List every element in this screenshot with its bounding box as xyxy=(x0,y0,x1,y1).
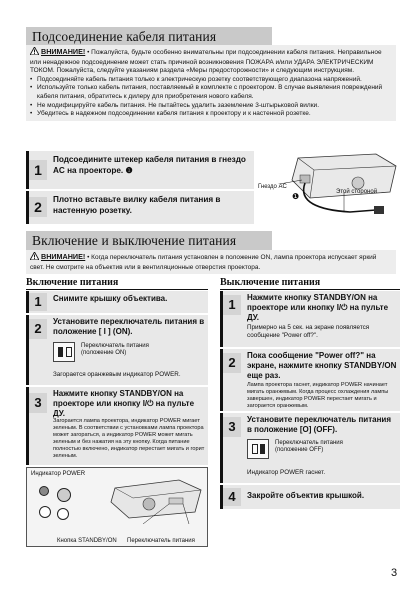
on-step-1 xyxy=(26,291,208,313)
power-on-title: Включение питания xyxy=(26,277,119,288)
page-number: 3 xyxy=(391,567,398,579)
power-switch-on-icon xyxy=(53,342,75,362)
power-off-rule xyxy=(220,289,400,290)
off-step-1 xyxy=(220,291,400,347)
warning-label: ВНИМАНИЕ! xyxy=(41,47,86,56)
ac-inlet-label: Гнездо AC xyxy=(258,184,287,190)
warning-bullet: • Убедитесь в надежном подсоединении кабеля питания к проектору и к настенной розетке. xyxy=(30,110,392,119)
warning-triangle-icon xyxy=(30,47,39,59)
warning-bullet: • Подсоединяйте кабель питания только к электрическую розетку соответствующего диапазона напряжений. xyxy=(30,76,392,85)
step-number: 1 xyxy=(223,295,241,315)
step-note: Примерно на 5 сек. на экране появляется сообщение "Power off?". xyxy=(247,324,370,339)
step-text: Нажмите кнопку STANDBY/ON на проекторе или кнопку I/⏻ на пульте ДУ. xyxy=(247,293,389,322)
step-text: Закройте объектив крышкой. xyxy=(247,491,365,500)
power-indicator-icon xyxy=(39,486,49,496)
step-text: Пока сообщение "Power off?" на экране, нажмите кнопку STANDBY/ON еще раз. xyxy=(247,351,397,380)
standby-button-label: Кнопка STANDBY/ON xyxy=(57,538,117,544)
warning-box-lamp xyxy=(26,250,396,274)
standby-button-icon[interactable] xyxy=(57,488,71,502)
power-indicator-label: Индикатор POWER xyxy=(31,471,86,477)
off-step-2 xyxy=(220,349,400,411)
step-note: Индикатор POWER гаснет. xyxy=(247,469,326,476)
step-text: Установите переключатель питания в положение [O] (OFF). xyxy=(247,415,391,434)
step-number: 3 xyxy=(29,393,47,413)
step-text: Установите переключатель питания в положение [ I ] (ON). xyxy=(53,317,205,336)
off-step-4 xyxy=(220,485,400,509)
step-note: Лампа проектора гаснет, индикатор POWER начинает мигать оранжевым. Когда процесс охлаждения лампы завершен, индикатор POWER перестает мигать и загорается оранжевым. xyxy=(247,382,389,409)
projector-icon xyxy=(109,474,205,524)
switch-off-caption: Переключатель питания (положение OFF) xyxy=(275,440,343,453)
step-note: Загорается оранжевым индикатор POWER. xyxy=(53,371,181,378)
step-number: 3 xyxy=(223,417,241,437)
step-note: Загорается лампа проектора, индикатор POWER мигает зеленым. В соответствии с установками лампа проектора может загораться, а индикатор POWER может мигать зеленым и без нажатия на эту кнопку. Когда питание полностью включено, индикатор перестает мигать и горит зеленым. xyxy=(53,418,205,459)
step-text: Нажмите кнопку STANDBY/ON на проекторе или кнопку I/⏻ на пульте ДУ. xyxy=(53,389,195,418)
cable-step-2 xyxy=(26,191,254,224)
step-text: Снимите крышку объектива. xyxy=(53,294,168,303)
on-step-2 xyxy=(26,315,208,385)
step-number: 2 xyxy=(223,353,241,373)
off-step-3 xyxy=(220,413,400,483)
step-number: 2 xyxy=(29,319,47,339)
section-title-power-on-off: Включение и выключение питания xyxy=(26,231,272,251)
on-step-3 xyxy=(26,387,208,465)
warning-bullet: • Не модифицируйте кабель питания. Не пытайтесь удалить заземление 3-штырьковой вилки. xyxy=(30,102,392,111)
power-on-rule xyxy=(26,289,208,290)
warning-box-cable xyxy=(26,45,396,121)
section-title-power-cable: Подсоединение кабеля питания xyxy=(26,27,272,47)
step-number: 1 xyxy=(29,293,47,311)
step-text: Плотно вставьте вилку кабеля питания в настенную розетку. xyxy=(53,195,221,215)
step-text: Подсоедините штекер кабеля питания в гнездо AC на проекторе. ❶ xyxy=(53,155,246,175)
cable-end-label: Этой стороной xyxy=(336,189,378,195)
step-number: 1 xyxy=(29,160,47,180)
step-marker-icon: ❶ xyxy=(125,165,133,175)
step-number: 2 xyxy=(29,197,47,217)
cable-step-1 xyxy=(26,151,254,189)
switch-on-caption: Переключатель питания (положение ON) xyxy=(81,343,149,356)
projector-cable-illustration xyxy=(258,150,403,220)
step-number: 4 xyxy=(223,488,241,506)
warning-bullet: • Используйте только кабель питания, поставляемый в комплекте с проектором. В случае выявления повреждений кабеля питания, обратитесь к дилеру для приобретения нового кабеля. xyxy=(30,84,392,101)
warning-text: • Пожалуйста, будьте особенно внимательны при подсоединении кабеля питания. Неправильное или ненадежное подсоединение может стать причиной возникновения ПОЖАРА и/или УДАРА ЭЛЕКТРИЧЕСКИМ ТОКОМ. Пожалуйста, следуйте указаниям раздела «Меры предосторожности» и следующим инструкциям. xyxy=(30,49,382,75)
standby-button-illustration xyxy=(26,467,208,547)
power-switch-label: Переключатель питания xyxy=(127,538,195,544)
power-off-title: Выключение питания xyxy=(220,277,321,288)
button-circle-icon xyxy=(39,506,51,518)
warning-text: • Когда переключатель питания установлен в положение ON, лампа проектора испускает яркий свет. Не смотрите на объектив или в вентиляционные отверстия проектора. xyxy=(30,254,377,271)
power-switch-off-icon xyxy=(247,439,269,459)
figure-marker-icon: ❶ xyxy=(292,192,300,201)
button-circle-icon xyxy=(57,508,69,520)
warning-label: ВНИМАНИЕ! xyxy=(41,252,86,261)
warning-triangle-icon xyxy=(30,252,39,264)
